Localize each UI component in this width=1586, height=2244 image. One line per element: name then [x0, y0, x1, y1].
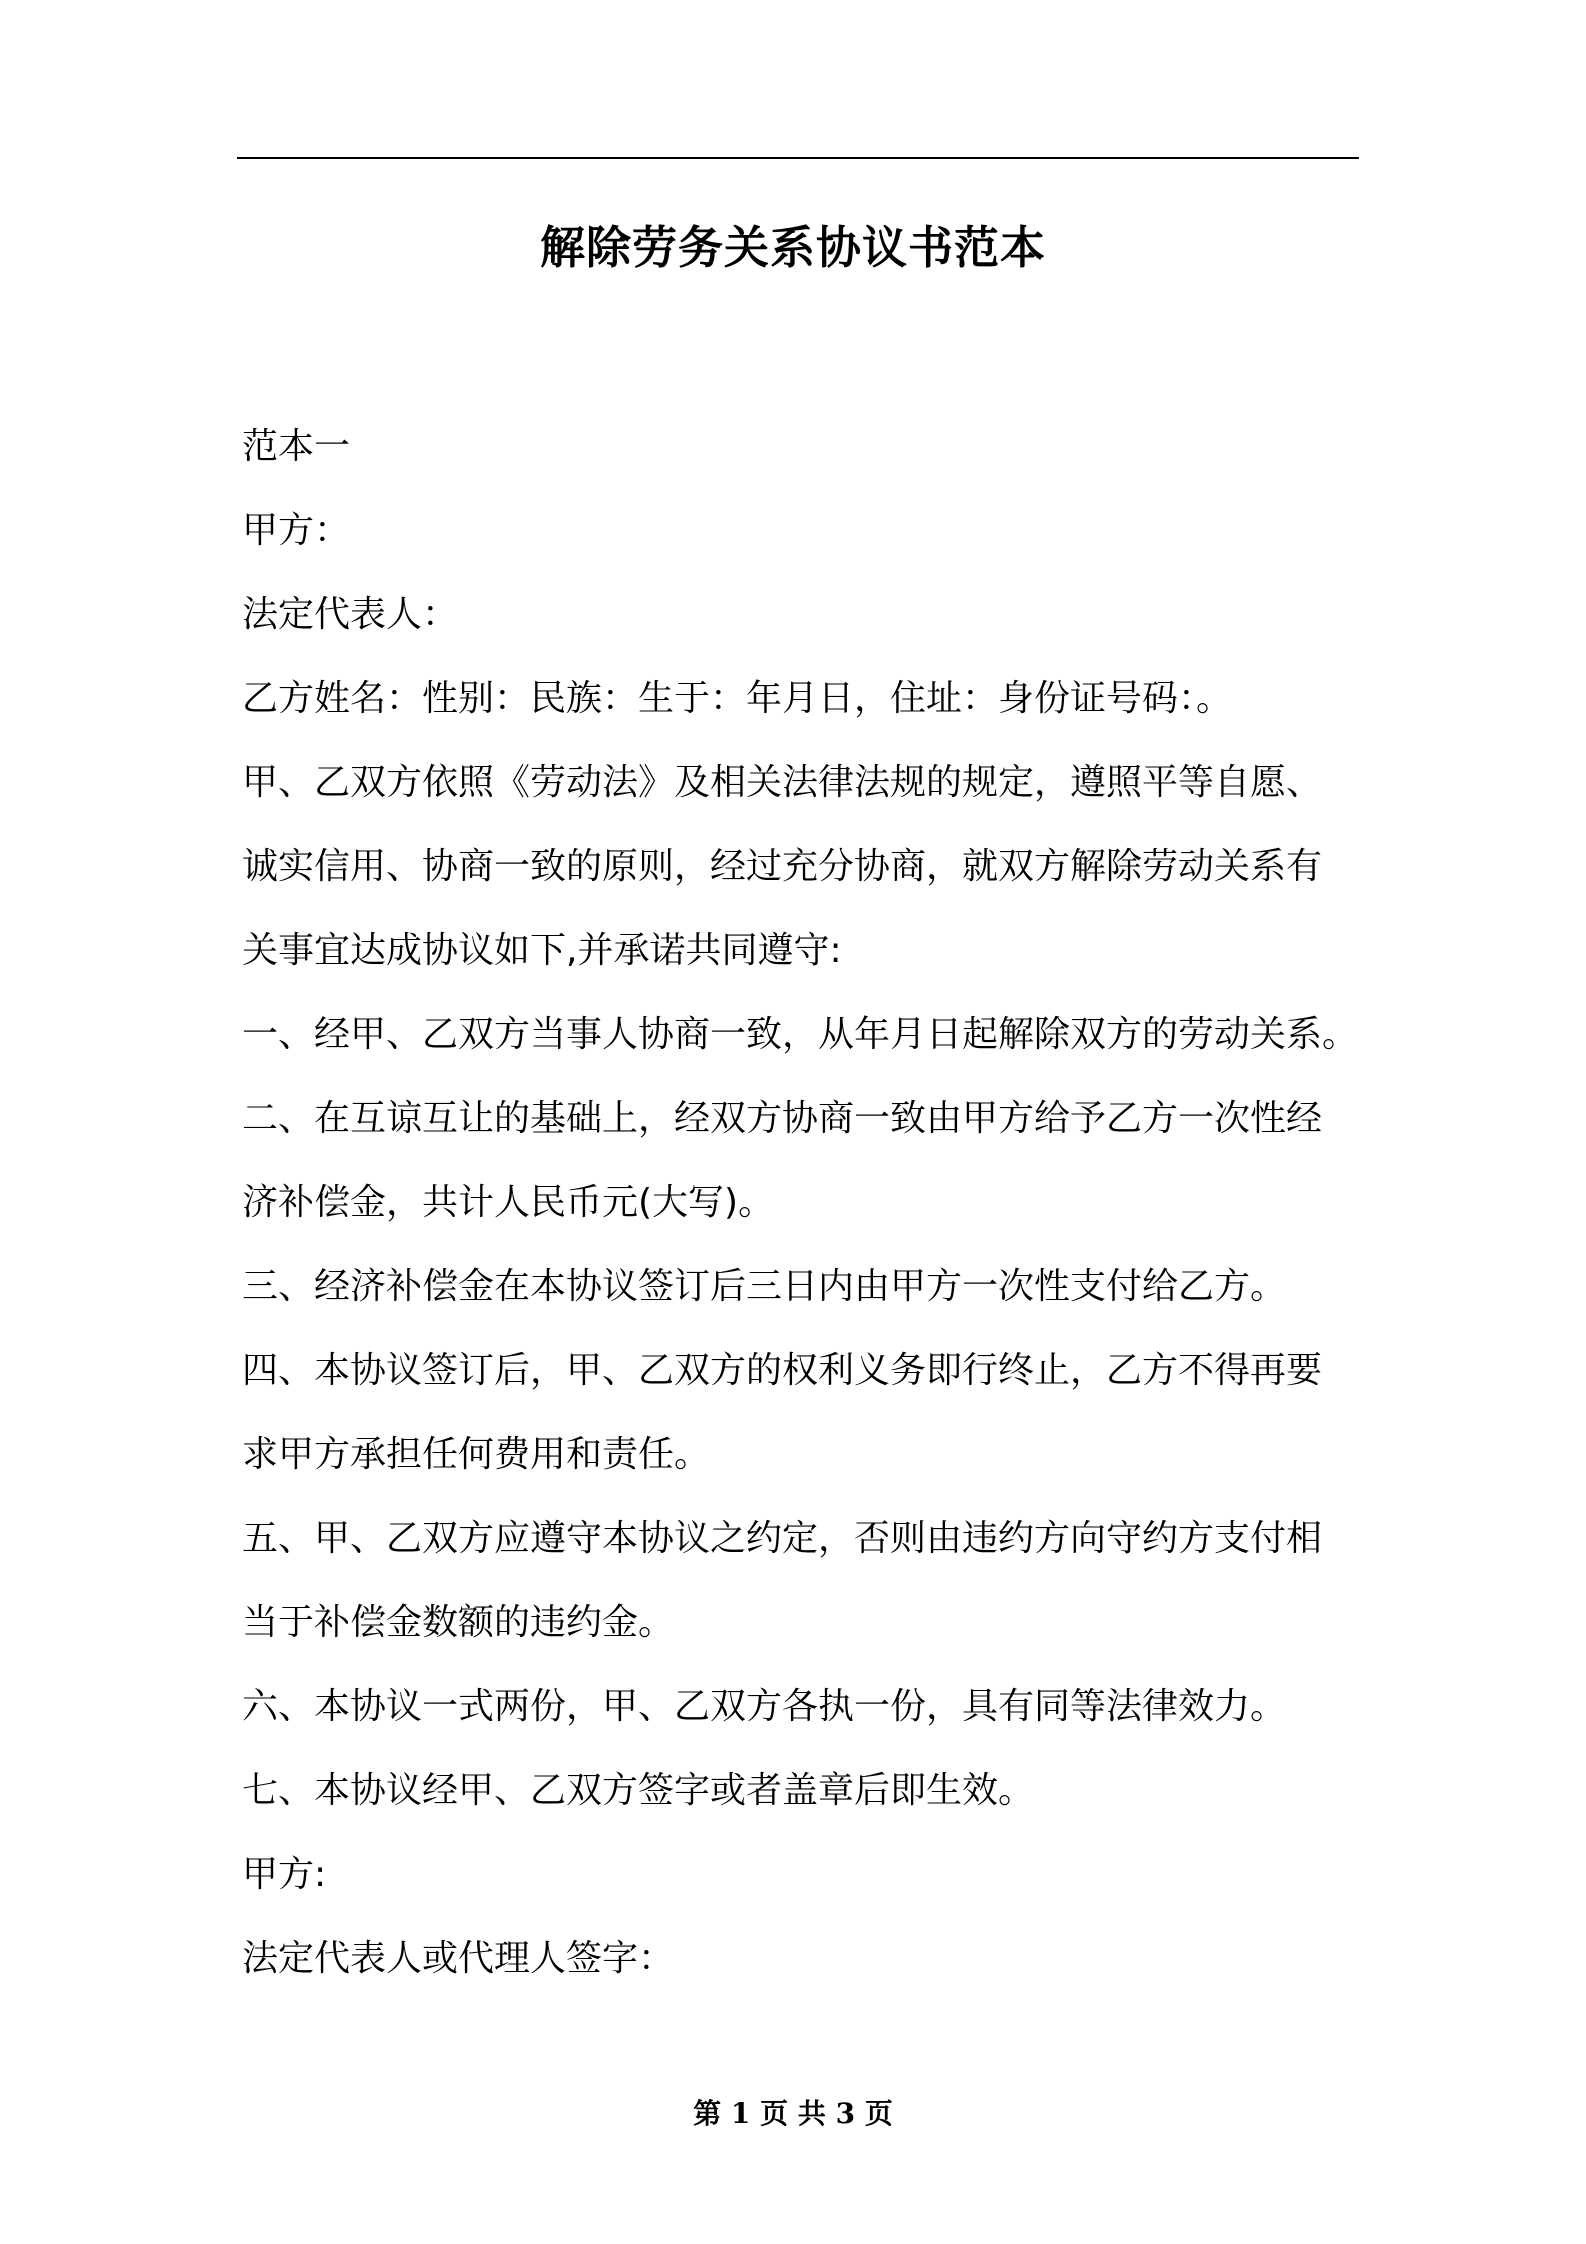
- body-line: 四、本协议签订后，甲、乙双方的权利义务即行终止，乙方不得再要: [242, 1350, 1323, 1391]
- body-line: 关事宜达成协议如下,并承诺共同遵守:: [242, 930, 842, 971]
- document-body: [242, 405, 1362, 2001]
- body-line: 法定代表人：: [242, 594, 459, 635]
- body-line: 六、本协议一式两份，甲、乙双方各执一份，具有同等法律效力。: [242, 1686, 1287, 1727]
- body-line: 法定代表人或代理人签字：: [242, 1938, 675, 1979]
- body-line: 求甲方承担任何费用和责任。: [242, 1434, 711, 1475]
- body-line: 济补偿金，共计人民币元(大写)。: [242, 1182, 775, 1223]
- body-line: 甲方:: [242, 1854, 327, 1895]
- body-line: 三、经济补偿金在本协议签订后三日内由甲方一次性支付给乙方。: [242, 1266, 1287, 1307]
- body-line: 二、在互谅互让的基础上，经双方协商一致由甲方给予乙方一次性经: [242, 1098, 1323, 1139]
- body-line: 当于补偿金数额的违约金。: [242, 1602, 675, 1643]
- header-rule: [237, 157, 1359, 159]
- body-line: 诚实信用、协商一致的原则，经过充分协商，就双方解除劳动关系有: [242, 846, 1323, 887]
- body-line: 一、经甲、乙双方当事人协商一致，从年月日起解除双方的劳动关系。: [242, 1014, 1359, 1055]
- body-line: 范本一: [242, 426, 351, 467]
- page-number-footer: 第 1 页 共 3 页: [693, 2097, 893, 2130]
- body-line: 五、甲、乙双方应遵守本协议之约定，否则由违约方向守约方支付相: [242, 1518, 1323, 1559]
- body-line: 乙方姓名：性别：民族：生于：年月日，住址：身份证号码：。: [242, 678, 1233, 719]
- body-line: 甲、乙双方依照《劳动法》及相关法律法规的规定，遵照平等自愿、: [242, 762, 1323, 803]
- body-line: 七、本协议经甲、乙双方签字或者盖章后即生效。: [242, 1770, 1035, 1811]
- body-line: 甲方：: [242, 510, 351, 551]
- document-title: 解除劳务关系协议书范本: [539, 221, 1046, 274]
